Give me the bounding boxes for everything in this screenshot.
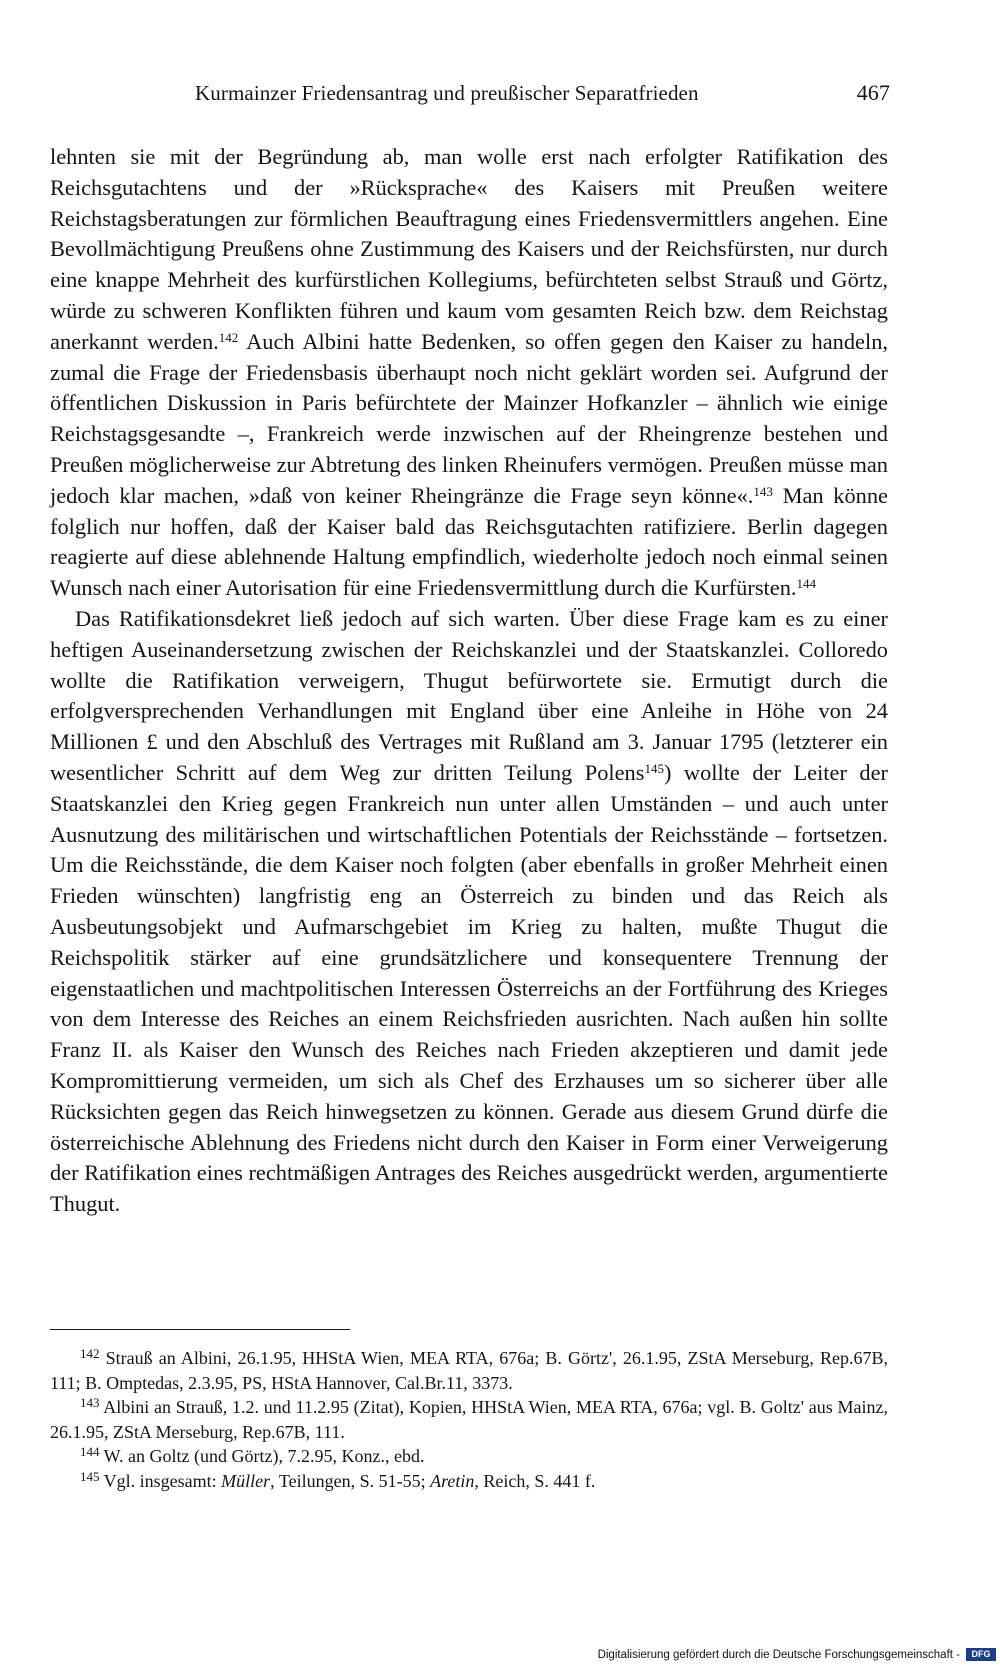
- page-number: 467: [856, 80, 890, 105]
- footnote-ref-143[interactable]: 143: [753, 483, 773, 499]
- dfg-logo-icon: DFG: [966, 1648, 996, 1661]
- running-title: Kurmainzer Friedensantrag und preußischer Separatfrieden: [195, 81, 699, 105]
- paragraph-2: Das Ratifikationsdekret ließ jedoch auf sich warten. Über diese Frage kam es zu einer heftigen Auseinandersetzung zwischen der Reichskanzlei und der Staatskanzlei. Colloredo wollte die Ratifikation verweigern, Thugut befürwortete sie. Ermutigt durch die erfolgversprechenden Verhandlungen mit England über eine Anleihe in Höhe von 24 Millionen £ und den Abschluß des Vertrages mit Rußland am 3. Januar 1795 (letzterer ein wesentlicher Schritt auf dem Weg zur dritten Teilung Polens$^{145}$) wollte der Leiter der Staatskanzlei den Krieg gegen Frankreich nun unter allen Umständen – und auch unter Ausnutzung des militärischen und wirtschaftlichen Potentials der Reichsstände – fortsetzen. Um die Reichsstände, die dem Kaiser noch folgten (aber ebenfalls in großer Mehrheit einen Frieden wünschten) langfristig eng an Österreich zu binden und das Reich als Ausbeutungsobjekt und Aufmarschgebiet im Krieg zu halten, mußte Thugut die Reichspolitik stärker auf eine grundsätzlichere und konsequentere Trennung der eigenstaatlichen und machtpolitischen Interessen Österreichs an der Fortführung des Krieges von dem Interesse des Reiches an einem Reichsfrieden ausrichten. Nach außen hin sollte Franz II. als Kaiser den Wunsch des Reiches nach Frieden akzeptieren und damit jede Kompromittierung vermeiden, um sich als Chef des Erzhauses um so sicherer über alle Rücksichten gegen das Reich hinwegsetzen zu können. Gerade aus diesem Grund dürfe die österreichische Ablehnung des Friedens nicht durch den Kaiser in Form einer Verweigerung der Ratifikation eines rechtmäßigen Antrages des Reiches ausgedrückt werden, argumentierte Thugut.: [50, 605, 888, 1217]
- footnote-144: $^{144}$ W. an Goltz (und Görtz), 7.2.95, Konz., ebd.: [80, 1444, 425, 1467]
- footnotes: [50, 1346, 888, 1494]
- footnote-142: $^{142}$ Strauß an Albini, 26.1.95, HHStA Wien, MEA RTA, 676a; B. Görtz', 26.1.95, ZStA Merseburg, Rep.67B, 111; B. Omptedas, 2.3.95, PS, HStA Hannover, Cal.Br.11, 3373.: [50, 1346, 888, 1393]
- footnote-ref-144[interactable]: 144: [796, 576, 816, 592]
- footnote-separator: [50, 1329, 350, 1330]
- digitization-credit: [598, 1648, 996, 1661]
- footnote-ref-145[interactable]: 145: [644, 760, 664, 776]
- footnote-ref-142[interactable]: 142: [218, 329, 239, 345]
- footnote-143: $^{143}$ Albini an Strauß, 1.2. und 11.2.95 (Zitat), Kopien, HHStA Wien, MEA RTA, 676a; vgl. B. Goltz' aus Mainz, 26.1.95, ZStA Merseburg, Rep.67B, 111.: [50, 1395, 888, 1442]
- running-header: [195, 80, 890, 106]
- credit-text: Digitalisierung gefördert durch die Deutsche Forschungsgemeinschaft -: [597, 1648, 960, 1661]
- footnote-145: $^{145}$ Vgl. insgesamt: Müller, Teilungen, S. 51-55; Aretin, Reich, S. 441 f.: [80, 1468, 596, 1491]
- main-text: [50, 142, 888, 1220]
- paragraph-1: lehnten sie mit der Begründung ab, man wolle erst nach erfolgter Ratifikation des Reichsgutachtens und der »Rücksprache« des Kaisers mit Preußen weitere Reichstagsberatungen zur förmlichen Beauftragung eines Friedensvermittlers angehen. Eine Bevollmächtigung Preußens ohne Zustimmung des Kaisers und der Reichsfürsten, nur durch eine knappe Mehrheit des kurfürstlichen Kollegiums, befürchteten selbst Strauß und Görtz, würde zu schweren Konflikten führen und kaum vom gesamten Reich bzw. dem Reichstag anerkannt werden.$^{142}$ Auch Albini hatte Bedenken, so offen gegen den Kaiser zu handeln, zumal die Frage der Friedensbasis überhaupt noch nicht geklärt worden sei. Aufgrund der öffentlichen Diskussion in Paris befürchtete der Mainzer Hofkanzler – ähnlich wie einige Reichstagsgesandte –, Frankreich werde inzwischen auf der Rheingrenze bestehen und Preußen möglicherweise zur Abtretung des linken Rheinufers vermögen. Preußen müsse man jedoch klar machen, »daß von keiner Rheingränze die Frage seyn könne«.$^{143}$ Man könne folglich nur hoffen, daß der Kaiser bald das Reichsgutachten ratifiziere. Berlin dagegen reagierte auf diese ablehnende Haltung empfindlich, wiederholte jedoch noch einmal seinen Wunsch nach einer Autorisation für eine Friedensvermittlung durch die Kurfürsten.$^{144}$: [50, 144, 888, 601]
